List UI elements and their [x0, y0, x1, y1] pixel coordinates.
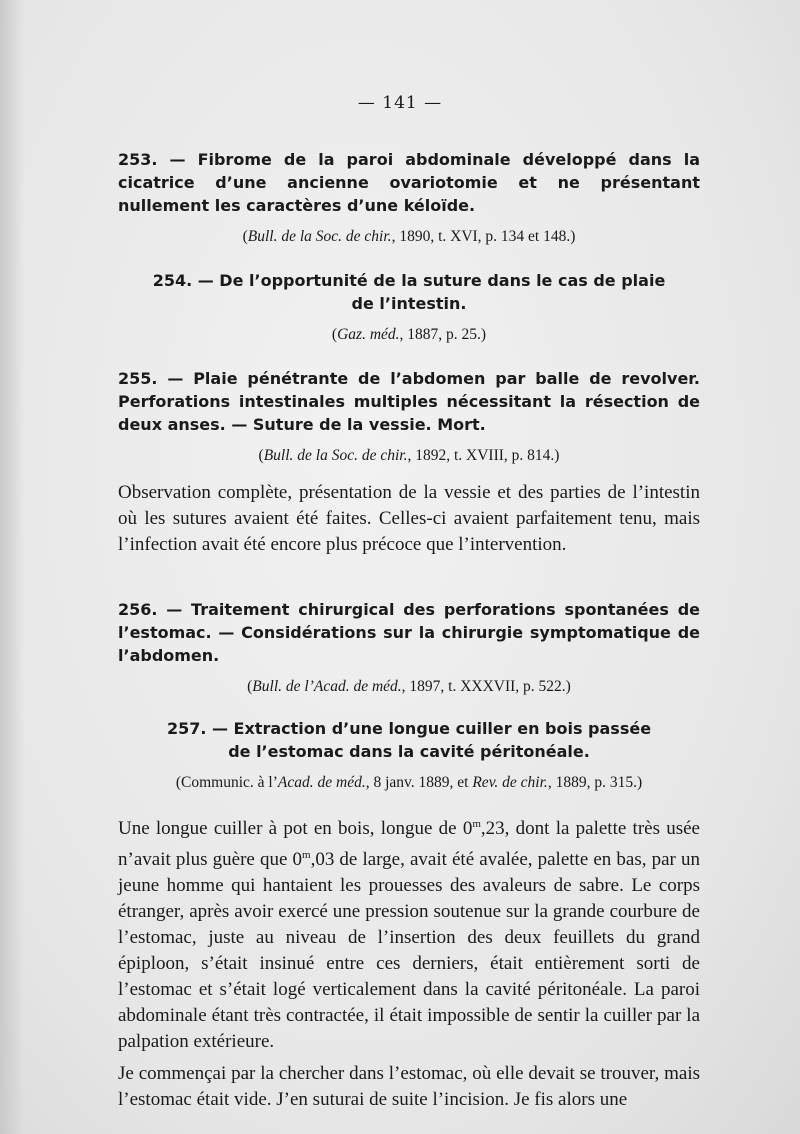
- entry-body: [118, 811, 700, 1113]
- page-edge-shadow: [0, 0, 24, 1134]
- page-number: — 141 —: [357, 93, 443, 113]
- entry-heading: 254. — De l’opportunité de la suture dans le cas de plaie de l’intestin.: [152, 271, 666, 313]
- entry-heading: 255. — Plaie pénétrante de l’abdomen par balle de revolver. Perforations intestinales multiples nécessitant la résection de deux anses. — Suture de la vessie. Mort.: [118, 369, 700, 434]
- body-paragraph: Je commençai par la chercher dans l’estomac, où elle devait se trouver, mais l’estomac était vide. J’en suturai de suite l’incision. Je fis alors une: [118, 1063, 700, 1110]
- entry-256: [118, 598, 700, 697]
- entry-heading: 253. — Fibrome de la paroi abdominale développé dans la cicatrice d’une ancienne ovariotomie et ne présentant nullement les caractères d’une kéloïde.: [118, 150, 700, 215]
- page-content: [118, 148, 700, 1113]
- entry-reference: (Gaz. méd., 1887, p. 25.): [331, 326, 487, 343]
- entry-reference: (Bull. de la Soc. de chir., 1890, t. XVI, p. 134 et 148.): [242, 228, 576, 245]
- entry-heading: 256. — Traitement chirurgical des perforations spontanées de l’estomac. — Considérations sur la chirurgie symptomatique de l’abdomen.: [118, 600, 700, 665]
- entry-253: [118, 148, 700, 247]
- entry-heading: 257. — Extraction d’une longue cuiller en bois passée de l’estomac dans la cavité péritonéale.: [166, 719, 652, 761]
- body-paragraph: Une longue cuiller à pot en bois, longue de 0$^m$,23, dont la palette très usée n’avait plus guère que 0$^m$,03 de large, avait été avalée, palette en bas, par un jeune homme qui hantaient les prouesses des avaleurs de sabre. Le corps étranger, après avoir exercé une pression soutenue sur la grande courbure de l’estomac, juste au niveau de l’insertion des deux feuillets du grand épiploon, s’était insinué entre ces derniers, était entièrement sorti de l’estomac et s’était logé verticalement dans la cavité péritonéale. La paroi abdominale étant très contractée, il était impossible de sentir la cuiller par la palpation extérieure.: [118, 818, 700, 1052]
- entry-reference: (Communic. à l’Acad. de méd., 8 janv. 1889, et Rev. de chir., 1889, p. 315.): [175, 774, 643, 791]
- body-paragraph: Observation complète, présentation de la vessie et des parties de l’intestin où les sutures avaient été faites. Celles-ci avaient parfaitement tenu, mais l’infection avait été encore plus précoce que l’intervention.: [118, 482, 700, 555]
- entry-reference: (Bull. de la Soc. de chir., 1892, t. XVIII, p. 814.): [258, 447, 560, 464]
- entry-257: [118, 717, 700, 1113]
- entry-reference: (Bull. de l’Acad. de méd., 1897, t. XXXVII, p. 522.): [247, 678, 571, 695]
- entry-body: [118, 480, 700, 558]
- entry-254: [118, 269, 700, 345]
- entry-255: [118, 367, 700, 558]
